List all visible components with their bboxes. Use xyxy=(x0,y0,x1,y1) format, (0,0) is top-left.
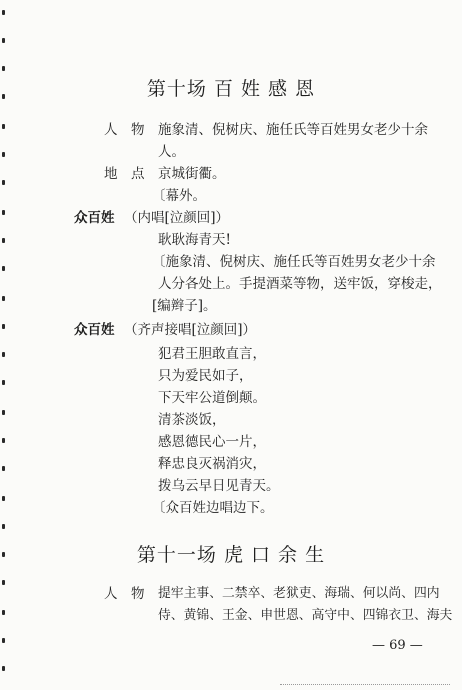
lyric-line: 下天牢公道倒颠。 xyxy=(158,390,266,406)
scene10-location-text: 京城街衢。 xyxy=(158,166,226,182)
chorus1-tune: （内唱[泣颜回]） xyxy=(124,210,230,226)
lyric-line: 只为爱民如子， xyxy=(158,368,253,384)
binding-margin-marks xyxy=(2,0,8,690)
scene11-characters-label: 人 物 xyxy=(104,586,145,602)
stage-direction-1-line1: 〔施象清、倪树庆、施任氏等百姓男女老少十余 xyxy=(152,254,436,270)
scene10-characters-label: 人 物 xyxy=(104,122,145,138)
chorus2-label: 众百姓 xyxy=(74,322,115,338)
lyric-line: 清茶淡饭， xyxy=(158,412,226,428)
scene11-characters-line1: 提牢主事、二禁卒、老狱吏、海瑞、何以尚、四内 xyxy=(158,586,440,601)
scene10-location-note: 〔幕外。 xyxy=(152,188,206,204)
scene10-location-label: 地 点 xyxy=(104,166,145,182)
scene10-characters-line2: 人。 xyxy=(158,144,185,160)
chorus1-lyric: 耿耿海青天! xyxy=(158,232,231,248)
lyric-line: 拨乌云早日见青天。 xyxy=(158,478,280,494)
lyric-line: 犯君王胆敢直言， xyxy=(158,346,266,362)
page-number: — 69 — xyxy=(372,638,423,653)
lyric-line: 感恩德民心一片， xyxy=(158,434,266,450)
scene11-characters-line2: 侍、黄锦、王金、申世恩、高守中、四锦衣卫、海夫 xyxy=(158,608,453,623)
stage-direction-2: 〔众百姓边唱边下。 xyxy=(152,500,274,516)
stage-direction-1-line2: 人分各处上。手提酒菜等物，送牢饭，穿梭走， xyxy=(158,276,442,292)
stage-direction-1-line3: [编辫子]。 xyxy=(152,298,217,314)
chorus2-tune: （齐声接唱[泣颜回]） xyxy=(124,322,257,338)
scene11-title: 第十一场 虎 口 余 生 xyxy=(136,544,326,566)
lyric-line: 释忠良灭祸消灾， xyxy=(158,456,266,472)
chorus1-label: 众百姓 xyxy=(74,210,115,226)
scan-artifact-line xyxy=(280,684,450,687)
scene10-characters-line1: 施象清、倪树庆、施任氏等百姓男女老少十余 xyxy=(158,122,428,138)
scene10-title: 第十场 百 姓 感 恩 xyxy=(146,78,316,100)
